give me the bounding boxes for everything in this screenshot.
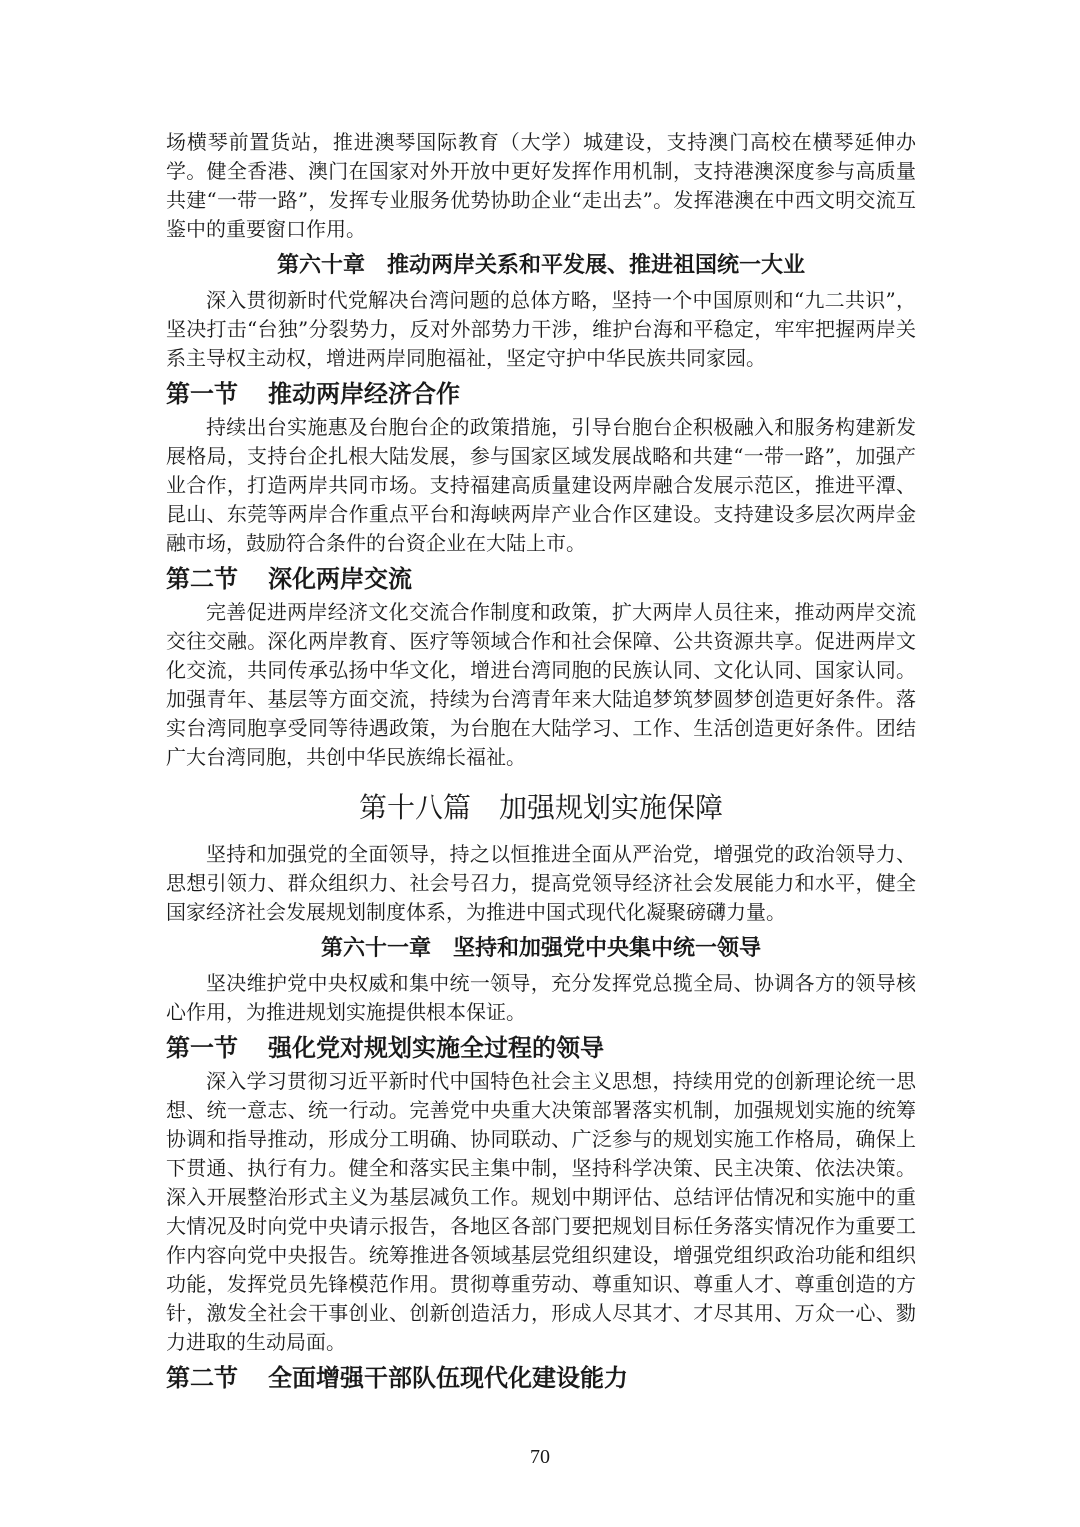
- section-number: 第一节: [166, 379, 238, 408]
- section-paragraph: 完善促进两岸经济文化交流合作制度和政策，扩大两岸人员往来，推动两岸交流交往交融。深化两岸教育、医疗等领域合作和社会保障、公共资源共享。促进两岸文化交流，共同传承弘扬中华文化，增进台湾同胞的民族认同、文化认同、国家认同。加强青年、基层等方面交流，持续为台湾青年来大陆追梦筑梦圆梦创造更好条件。落实台湾同胞享受同等待遇政策，为台胞在大陆学习、工作、生活创造更好条件。团结广大台湾同胞，共创中华民族绵长福祉。: [166, 600, 916, 769]
- part-18-intro: 坚持和加强党的全面领导，持之以恒推进全面从严治党，增强党的政治领导力、思想引领力、群众组织力、社会号召力，提高党领导经济社会发展能力和水平，健全国家经济社会发展规划制度体系，为推进中国式现代化凝聚磅礴力量。: [166, 842, 916, 924]
- page-content: [166, 128, 916, 1397]
- section-title: [166, 560, 916, 598]
- section-paragraph: 深入学习贯彻习近平新时代中国特色社会主义思想，持续用党的创新理论统一思想、统一意志、统一行动。完善党中央重大决策部署落实机制，加强规划实施的统筹协调和指导推动，形成分工明确、协同联动、广泛参与的规划实施工作格局，确保上下贯通、执行有力。健全和落实民主集中制，坚持科学决策、民主决策、依法决策。深入开展整治形式主义为基层减负工作。规划中期评估、总结评估情况和实施中的重大情况及时向党中央请示报告，各地区各部门要把规划目标任务落实情况作为重要工作内容向党中央报告。统筹推进各领域基层党组织建设，增强党组织政治功能和组织功能，发挥党员先锋模范作用。贯彻尊重劳动、尊重知识、尊重人才、尊重创造的方针，激发全社会干事创业、创新创造活力，形成人尽其才、才尽其用、万众一心、勠力进取的生动局面。: [166, 1069, 916, 1354]
- section-title: [166, 375, 916, 413]
- section-number: 第二节: [166, 1363, 238, 1392]
- chapter-60-intro: 深入贯彻新时代党解决台湾问题的总体方略，坚持一个中国原则和“九二共识”，坚决打击“台独”分裂势力，反对外部势力干涉，维护台海和平稳定，牢牢把握两岸关系主导权主动权，增进两岸同胞福祉，坚定守护中华民族共同家园。: [166, 288, 916, 370]
- part-18-title: 第十八篇 加强规划实施保障: [358, 791, 723, 824]
- section-heading: 强化党对规划实施全过程的领导: [268, 1033, 604, 1062]
- section-heading: 推动两岸经济合作: [268, 379, 460, 408]
- continued-paragraph: 场横琴前置货站，推进澳琴国际教育（大学）城建设，支持澳门高校在横琴延伸办学。健全香港、澳门在国家对外开放中更好发挥作用机制，支持港澳深度参与高质量共建“一带一路”，发挥专业服务优势协助企业“走出去”。发挥港澳在中西文明交流互鉴中的重要窗口作用。: [166, 130, 916, 241]
- section-heading: 全面增强干部队伍现代化建设能力: [268, 1363, 628, 1392]
- section-heading: 深化两岸交流: [268, 564, 412, 593]
- chapter-60-title: 第六十章 推动两岸关系和平发展、推进祖国统一大业: [276, 252, 805, 278]
- section-title: [166, 1029, 916, 1067]
- section-paragraph: 持续出台实施惠及台胞台企的政策措施，引导台胞台企积极融入和服务构建新发展格局，支持台企扎根大陆发展，参与国家区域发展战略和共建“一带一路”，加强产业合作，打造两岸共同市场。支持福建高质量建设两岸融合发展示范区，推进平潭、昆山、东莞等两岸合作重点平台和海峡两岸产业合作区建设。支持建设多层次两岸金融市场，鼓励符合条件的台资企业在大陆上市。: [166, 415, 916, 555]
- chapter-61-title: 第六十一章 坚持和加强党中央集中统一领导: [320, 935, 761, 961]
- section-title: [166, 1359, 916, 1397]
- chapter-61-intro: 坚决维护党中央权威和集中统一领导，充分发挥党总揽全局、协调各方的领导核心作用，为推进规划实施提供根本保证。: [166, 971, 916, 1024]
- section-number: 第二节: [166, 564, 238, 593]
- page-number: 70: [530, 1446, 550, 1468]
- section-number: 第一节: [166, 1033, 238, 1062]
